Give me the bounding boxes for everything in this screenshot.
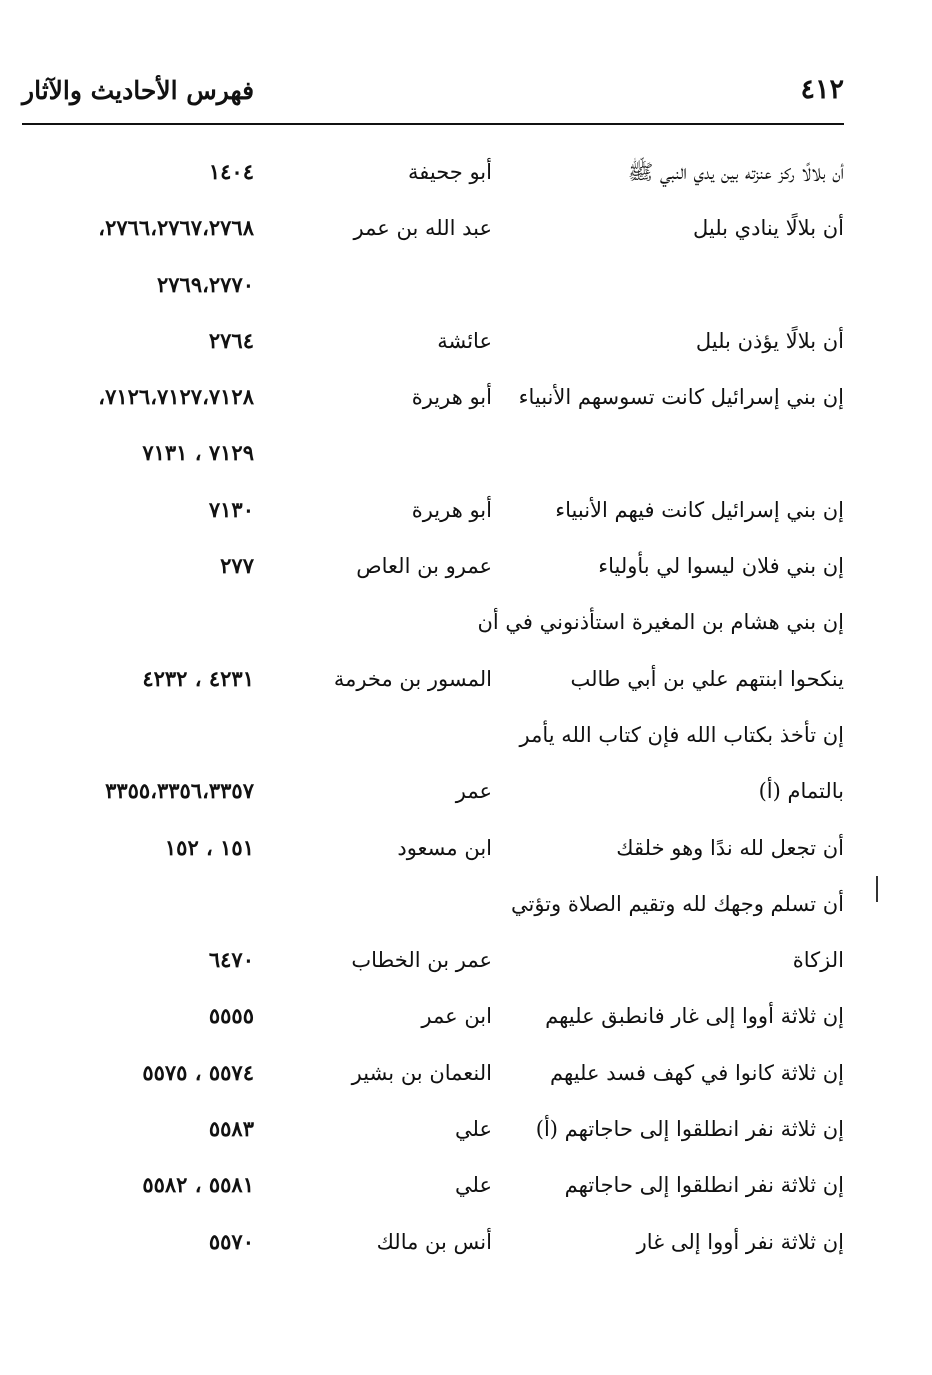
hadith-text: أن بلالًا ركز عنزته بين يدي النبي ﷺ [627,160,844,184]
narrator: ابن عمر [421,1004,492,1029]
hadith-numbers: ٢٧٦٤ [208,327,254,353]
hadith-numbers: ٣٣٥٥،٣٣٥٦،٣٣٥٧ [105,778,254,804]
running-title: فهرس الأحاديث والآثار [22,76,255,105]
index-row [0,1220,932,1276]
index-row [0,826,932,882]
index-row [0,206,932,262]
narrator: المسور بن مخرمة [333,666,492,691]
page-header [22,74,844,114]
index-row [0,431,932,487]
hadith-numbers: ٧١٢٦،٧١٢٧،٧١٢٨، [98,384,254,410]
hadith-text: أن بلالًا يؤذن بليل [695,328,844,353]
hadith-text: إن بني فلان ليسوا لي بأولياء [598,554,844,579]
hadith-text: أن تجعل لله ندًا وهو خلقك [616,835,844,860]
hadith-text: أن بلالًا ينادي بليل [692,216,844,241]
index-row [0,1107,932,1163]
narrator: عمر بن الخطاب [351,948,492,973]
index-row [0,319,932,375]
hadith-numbers: ٥٥٨١ ، ٥٥٨٢ [142,1172,254,1198]
narrator: أنس بن مالك [376,1229,492,1254]
margin-mark [876,876,878,902]
index-row [0,544,932,600]
hadith-numbers: ٢٧٦٦،٢٧٦٧،٢٧٦٨، [98,215,254,241]
hadith-text: ينكحوا ابنتهم علي بن أبي طالب [570,666,844,691]
index-row [0,375,932,431]
hadith-numbers: ٢٧٧ [220,553,254,579]
hadith-text: إن ثلاثة كانوا في كهف فسد عليهم [550,1060,844,1085]
hadith-numbers: ٧١٣٠ [208,496,254,522]
hadith-text: أن تسلم وجهك لله وتقيم الصلاة وتؤتي [510,891,844,916]
hadith-numbers: ٥٥٧٠ [208,1228,254,1254]
narrator: عمرو بن العاص [356,554,492,579]
hadith-text: إن بني إسرائيل كانت تسوسهم الأنبياء [518,385,844,410]
index-row [0,263,932,319]
index-row [0,994,932,1050]
hadith-text: إن بني إسرائيل كانت فيهم الأنبياء [555,497,844,522]
narrator: عبد الله بن عمر [353,216,492,241]
index-row [0,1051,932,1107]
header-divider [22,123,844,125]
hadith-numbers: ٥٥٥٥ [208,1003,254,1029]
index-row [0,150,932,206]
hadith-text: الزكاة [792,948,844,973]
index-row [0,938,932,994]
hadith-text: إن ثلاثة نفر انطلقوا إلى حاجاتهم (أ) [535,1117,844,1142]
index-row [0,713,932,769]
hadith-index-table [0,150,932,1276]
hadith-text: إن تأخذ بكتاب الله فإن كتاب الله يأمر [519,722,844,747]
hadith-numbers: ١٥١ ، ١٥٢ [164,834,254,860]
hadith-text: إن بني هشام بن المغيرة استأذنوني في أن [477,610,844,635]
narrator: عمر [455,779,492,804]
index-row [0,769,932,825]
narrator: عائشة [437,328,492,353]
hadith-text: إن ثلاثة أووا إلى غار فانطبق عليهم [545,1004,844,1029]
index-row [0,882,932,938]
narrator: أبو هريرة [411,385,492,410]
hadith-text: إن ثلاثة نفر انطلقوا إلى حاجاتهم [564,1173,844,1198]
page-number: ٤١٢ [800,74,844,105]
narrator: أبو جحيفة [408,160,492,184]
hadith-text: بالتمام (أ) [758,779,844,804]
index-row [0,600,932,656]
index-row [0,1163,932,1219]
hadith-numbers: ١٤٠٤ [208,159,254,184]
index-row [0,657,932,713]
narrator: أبو هريرة [411,497,492,522]
narrator: ابن مسعود [397,835,492,860]
hadith-numbers: ٤٢٣١ ، ٤٢٣٢ [142,665,254,691]
hadith-numbers: ٢٧٦٩،٢٧٧٠ [156,271,254,297]
narrator: علي [455,1173,492,1198]
hadith-text: إن ثلاثة نفر أووا إلى غار [636,1229,844,1254]
hadith-numbers: ٧١٢٩ ، ٧١٣١ [142,440,254,466]
narrator: النعمان بن بشير [351,1060,492,1085]
hadith-numbers: ٥٥٨٣ [208,1116,254,1142]
narrator: علي [455,1117,492,1142]
hadith-numbers: ٥٥٧٤ ، ٥٥٧٥ [142,1059,254,1085]
hadith-numbers: ٦٤٧٠ [208,947,254,973]
index-row [0,488,932,544]
